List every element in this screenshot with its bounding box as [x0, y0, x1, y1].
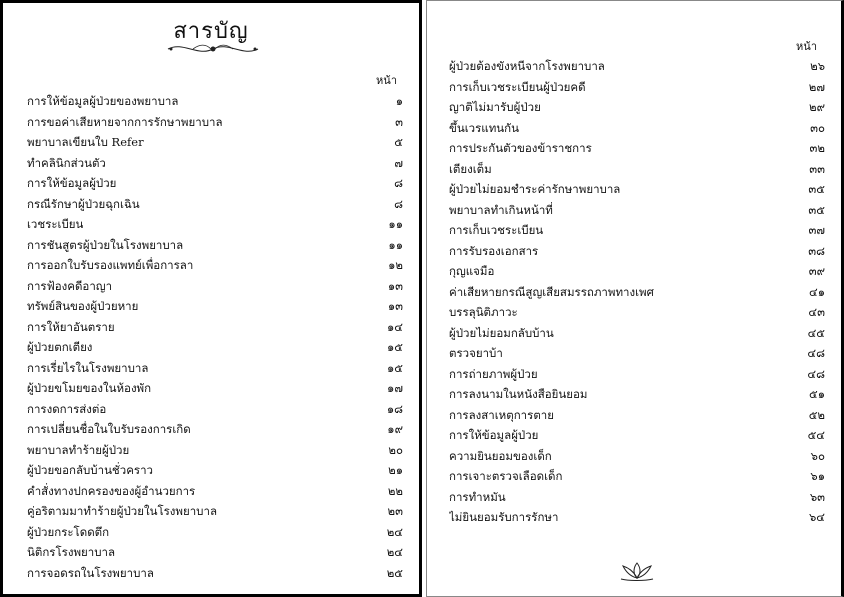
toc-entry-page: ๒๗: [808, 79, 825, 94]
toc-entry-title: การลงนามในหนังสือยินยอม: [449, 387, 588, 401]
toc-entry-title: กุญแจมือ: [449, 264, 495, 278]
toc-entry: [449, 200, 825, 221]
toc-entry-page: ๓๙: [808, 264, 825, 278]
toc-entry-title: พยาบาลเขียนใบ Refer: [27, 135, 144, 149]
toc-entry: [449, 159, 825, 180]
toc-entry-page: ๒๔: [386, 524, 403, 539]
toc-entry-page: ๒๒: [387, 483, 403, 498]
toc-entry-title: การให้ข้อมูลผู้ป่วย: [449, 428, 539, 442]
toc-entry-page: ๒๓: [387, 504, 403, 518]
toc-entry: [449, 405, 825, 426]
toc-entry: [27, 460, 403, 481]
toc-entry: [449, 425, 825, 446]
toc-entry-page: ๔๘: [807, 366, 825, 381]
toc-entry-page: ๖๔: [808, 510, 825, 524]
toc-entry-page: ๑๕: [386, 360, 403, 375]
toc-entry-page: ๓๐: [810, 120, 825, 135]
toc-entry: [27, 399, 403, 420]
toc-entry-title: การถ่ายภาพผู้ป่วย: [449, 366, 538, 381]
toc-entry-title: ญาติไม่มารับผู้ป่วย: [449, 100, 541, 114]
toc-entry: [27, 419, 403, 440]
toc-entry-page: ๓๘: [808, 243, 825, 258]
toc-entry-title: การเก็บเวชระเบียนผู้ป่วยคดี: [449, 79, 586, 94]
toc-entry-page: ๓๕: [808, 202, 825, 217]
toc-entry: [449, 302, 825, 323]
toc-entry-page: ๒๐: [388, 442, 403, 457]
toc-entry: [449, 384, 825, 405]
toc-entry: [449, 364, 825, 385]
toc-entry: [449, 220, 825, 241]
toc-entry: [449, 261, 825, 282]
toc-entry: [27, 194, 403, 215]
toc-entry-page: ๓๗: [808, 223, 825, 237]
toc-entry: [27, 91, 403, 112]
toc-entry-title: ค่าเสียหายกรณีสูญเสียสมรรถภาพทางเพศ: [449, 284, 654, 299]
toc-entry-title: เวชระเบียน: [27, 217, 84, 231]
toc-entry-page: ๑๘: [386, 401, 403, 416]
toc-entry: [27, 112, 403, 133]
toc-entry: [449, 77, 825, 98]
toc-entry-page: ๔๑: [808, 284, 825, 299]
toc-entry-title: นิติกรโรงพยาบาล: [27, 545, 116, 559]
toc-entry-page: ๑๕: [386, 340, 403, 354]
toc-entry-page: ๕๑: [808, 387, 825, 401]
toc-entry: [27, 173, 403, 194]
toc-entry-title: การประกันตัวของข้าราชการ: [449, 141, 592, 155]
toc-entry: [27, 440, 403, 461]
toc-entry-title: ผู้ป่วยขโมยของในห้องพัก: [27, 381, 152, 395]
toc-entry-title: ผู้ป่วยขอกลับบ้านชั่วคราว: [27, 463, 153, 477]
page-column-label: หน้า: [376, 74, 397, 87]
toc-entry: [27, 378, 403, 399]
toc-entry-title: การให้ข้อมูลผู้ป่วย: [27, 176, 117, 190]
toc-entry-page: ๔๓: [808, 305, 825, 319]
toc-entry-page: ๓: [395, 114, 403, 129]
toc-entry-title: ไม่ยินยอมรับการรักษา: [449, 510, 559, 524]
toc-entry-page: ๕๒: [808, 407, 825, 422]
toc-entry: [27, 255, 403, 276]
toc-entry-title: กรณีรักษาผู้ป่วยฉุกเฉิน: [27, 196, 140, 211]
toc-list-left: [27, 91, 403, 583]
toc-entry-title: การลงสาเหตุการตาย: [449, 407, 554, 422]
toc-entry-page: ๓๓: [809, 161, 825, 176]
toc-entry-title: การขอค่าเสียหายจากการรักษาพยาบาล: [27, 114, 223, 129]
toc-entry-page: ๑๙: [387, 422, 403, 436]
toc-entry-title: ตรวจยาบ้า: [449, 346, 503, 360]
toc-entry: [449, 97, 825, 118]
toc-entry: [27, 235, 403, 256]
toc-entry-title: การเก็บเวชระเบียน: [449, 223, 544, 237]
toc-entry: [27, 214, 403, 235]
toc-entry-page: ๑๗: [387, 381, 403, 395]
toc-entry-title: ผู้ป่วยต้องขังหนีจากโรงพยาบาล: [449, 59, 605, 73]
toc-entry-title: การเจาะตรวจเลือดเด็ก: [449, 469, 563, 483]
toc-entry-title: เตียงเต็ม: [449, 161, 492, 176]
toc-entry: [27, 501, 403, 522]
toc-entry: [27, 337, 403, 358]
toc-entry: [27, 153, 403, 174]
toc-entry-title: ผู้ป่วยไม่ยอมกลับบ้าน: [449, 325, 554, 340]
toc-entry-title: การออกใบรับรองแพทย์เพื่อการลา: [27, 258, 194, 272]
toc-entry-page: ๕: [394, 135, 403, 149]
toc-entry-page: ๒๙: [808, 100, 825, 114]
toc-entry-page: ๔๘: [807, 346, 825, 360]
toc-entry: [449, 179, 825, 200]
toc-entry-title: การเรี่ยไรในโรงพยาบาล: [27, 360, 149, 375]
toc-entry-title: พยาบาลทำเกินหน้าที่: [449, 202, 553, 217]
toc-title: สารบัญ: [173, 19, 249, 44]
toc-entry-title: ผู้ป่วยกระโดดตึก: [27, 524, 110, 539]
toc-entry-title: การฟ้องคดีอาญา: [27, 278, 113, 293]
toc-entry: [449, 241, 825, 262]
flourish-ornament-icon: [163, 39, 263, 59]
toc-entry: [27, 276, 403, 297]
toc-entry-page: ๖๐: [810, 448, 825, 463]
toc-entry-page: ๑: [395, 94, 403, 108]
toc-entry-page: ๘: [394, 196, 403, 211]
toc-entry: [27, 296, 403, 317]
toc-entry: [449, 323, 825, 344]
toc-entry-page: ๘: [394, 176, 403, 190]
toc-entry-title: การจอดรถในโรงพยาบาล: [27, 565, 154, 580]
toc-list-right: [449, 56, 825, 528]
toc-entry-page: ๗: [394, 155, 403, 170]
toc-entry-title: บรรลุนิติภาวะ: [449, 305, 518, 319]
toc-entry-title: พยาบาลทำร้ายผู้ป่วย: [27, 442, 130, 457]
toc-entry-title: ทำคลินิกส่วนตัว: [27, 155, 106, 170]
toc-entry: [27, 522, 403, 543]
toc-entry: [27, 317, 403, 338]
toc-entry-page: ๓๕: [808, 182, 825, 196]
toc-entry-page: ๓๒: [809, 141, 825, 155]
toc-entry-page: ๒๖: [810, 59, 825, 73]
toc-entry: [449, 446, 825, 467]
toc-entry-page: ๑๓: [387, 278, 403, 293]
toc-entry-title: ความยินยอมของเด็ก: [449, 448, 552, 463]
toc-entry: [449, 118, 825, 139]
toc-entry: [449, 507, 825, 528]
toc-entry-page: ๑๑: [388, 237, 403, 252]
toc-entry-page: ๖๓: [809, 489, 825, 504]
toc-entry-title: การรับรองเอกสาร: [449, 243, 539, 258]
toc-entry-title: ขึ้นเวรแทนกัน: [449, 120, 519, 135]
toc-entry-page: ๔๕: [807, 325, 825, 340]
toc-entry: [449, 282, 825, 303]
toc-entry-title: ทรัพย์สินของผู้ป่วยหาย: [27, 299, 139, 313]
toc-entry-page: ๒๕: [386, 565, 403, 580]
toc-entry-title: การงดการส่งต่อ: [27, 401, 107, 416]
toc-entry-title: ผู้ป่วยไม่ยอมชำระค่ารักษาพยาบาล: [449, 182, 621, 196]
toc-entry-title: การให้ยาอันตราย: [27, 319, 115, 334]
toc-entry-page: ๖๑: [810, 469, 825, 483]
toc-entry: [449, 343, 825, 364]
toc-entry-page: ๒๔: [386, 545, 403, 559]
toc-entry-title: การให้ข้อมูลผู้ป่วยของพยาบาล: [27, 94, 179, 108]
toc-entry: [449, 138, 825, 159]
toc-entry-page: ๑๒: [388, 258, 403, 272]
toc-entry: [449, 487, 825, 508]
page-column-label: หน้า: [796, 40, 817, 53]
toc-entry-page: ๕๔: [807, 428, 825, 442]
lotus-ornament-icon: [617, 560, 657, 582]
toc-entry-title: การเปลี่ยนชื่อในใบรับรองการเกิด: [27, 422, 191, 436]
toc-entry: [27, 481, 403, 502]
toc-entry-page: ๑๔: [386, 319, 403, 334]
toc-entry: [449, 466, 825, 487]
toc-entry-title: การทำหมัน: [449, 489, 506, 504]
right-page: [426, 0, 844, 597]
toc-entry: [27, 358, 403, 379]
toc-entry-page: ๒๑: [388, 463, 403, 477]
toc-entry-page: ๑๑: [388, 217, 403, 231]
toc-entry: [449, 56, 825, 77]
toc-entry-title: การชันสูตรผู้ป่วยในโรงพยาบาล: [27, 237, 184, 252]
toc-entry-title: คู่อริตามมาทำร้ายผู้ป่วยในโรงพยาบาล: [27, 504, 217, 518]
toc-entry: [27, 542, 403, 563]
toc-entry: [27, 563, 403, 584]
toc-entry-title: คำสั่งทางปกครองของผู้อำนวยการ: [27, 483, 196, 498]
toc-entry-page: ๑๓: [387, 299, 403, 313]
toc-entry: [27, 132, 403, 153]
toc-entry-title: ผู้ป่วยตกเตียง: [27, 340, 93, 354]
